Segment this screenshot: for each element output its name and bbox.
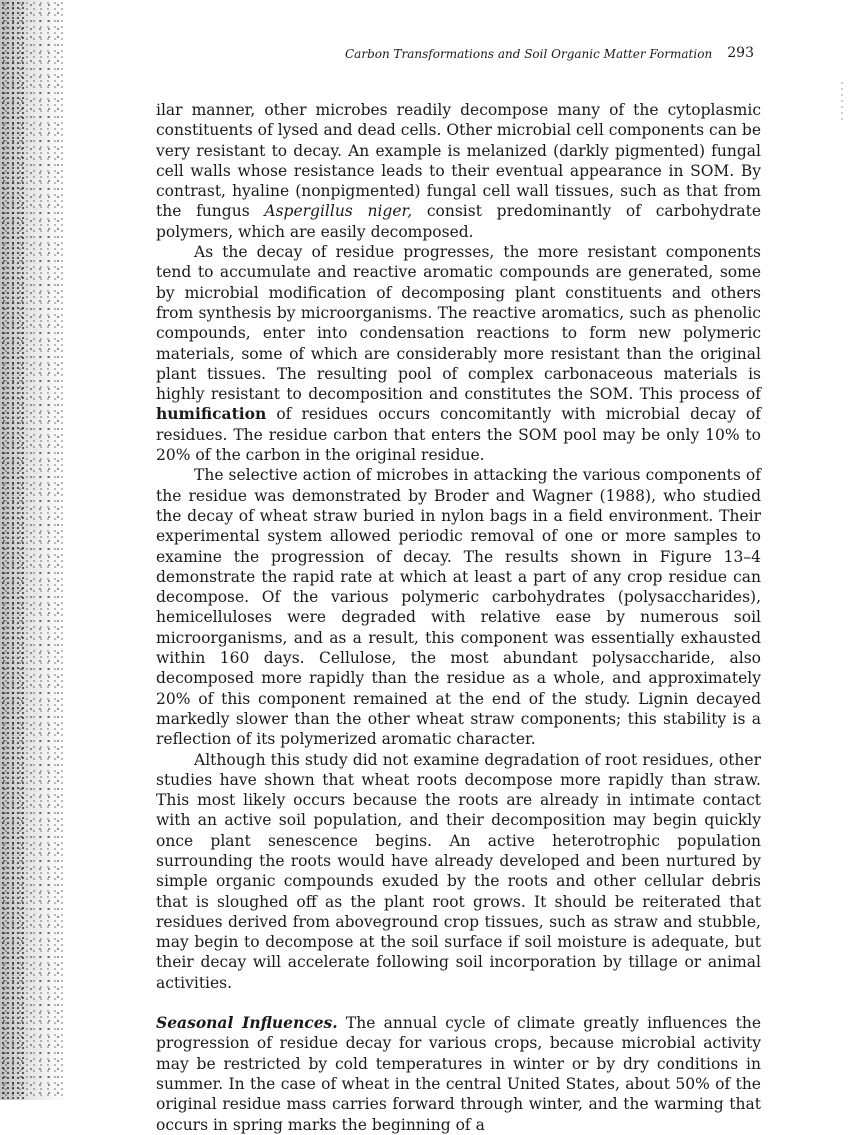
body-text — [156, 100, 761, 1135]
section-heading: Seasonal Influences. — [156, 1013, 338, 1033]
running-title: Carbon Transformations and Soil Organic Matter Formation — [345, 47, 713, 61]
paragraph-4: Although this study did not examine degradation of root residues, other studies have shown that wheat roots decompose more rapidly than straw. This most likely occurs because the roots are already in intimate contact with an active soil population, and their decomposition may begin quickly once plant senescence begins. An active heterotrophic population surrounding the roots would have already developed and been nurtured by simple organic compounds exuded by the roots and other cellular debris that is sloughed off as the plant root grows. It should be reiterated that residues derived from aboveground crop tissues, such as straw and stubble, may begin to decompose at the soil surface if soil moisture is adequate, but their decay will accelerate following soil incorporation by tillage or animal activities. — [156, 750, 761, 992]
paragraph-3: The selective action of microbes in attacking the various components of the residue was demonstrated by Broder and Wagner (1988), who studied the decay of wheat straw buried in nylon bags in a field environment. Their experimental system allowed periodic removal of one or more samples to examine the progression of decay. The results shown in Figure 13–4 demonstrate the rapid rate at which at least a part of any crop residue can decompose. Of the various polymeric carbohydrates (polysaccharides), hemicelluloses were degraded with relative ease by numerous soil microorganisms, and as a result, this component was essentially exhausted within 160 days. Cellulose, the most abundant polysaccharide, also decomposed more rapidly than the residue as a whole, and approximately 20% of this component remained at the end of the study. Lignin decayed markedly slower than the other wheat straw components; this stability is a reflection of its polymerized aromatic character. — [156, 466, 761, 749]
paragraph-1 — [156, 100, 761, 242]
paragraph-2-end: of residues occurs concomitantly with microbial decay of residues. The residue carbon that enters the SOM pool may be only 10% to 20% of the carbon in the original residue. — [156, 405, 761, 465]
paragraph-1-text: ilar manner, other microbes readily decompose many of the cytoplasmic constituents of lysed and dead cells. Other microbial cell components can be very resistant to decay. An example is melanized (darkly pigmented) fungal cell walls whose resistance leads to their eventual appearance in SOM. By contrast, hyaline (nonpigmented) fungal cell wall tissues, such as that from the fungus — [156, 101, 761, 221]
key-term-humification: humification — [156, 404, 267, 424]
paragraph-2-text: As the decay of residue progresses, the more resistant components tend to accumulate and reactive aromatic compounds are generated, some by microbial modification of decomposing plant constituents and others from synthesis by microorganisms. The reactive aromatics, such as phenolic compounds, enter into condensation reactions to form new polymeric materials, some of which are considerably more resistant than the original plant tissues. The resulting pool of complex carbonaceous materials is highly resistant to decomposition and constitutes the SOM. This process of — [156, 243, 761, 404]
running-header — [300, 45, 754, 63]
species-name: Aspergillus niger, — [264, 202, 413, 221]
paragraph-2 — [156, 242, 761, 465]
paragraph-5-text: The annual cycle of climate greatly influences the progression of residue decay for various crops, because microbial activity may be restricted by cold temperatures in winter or by dry conditions in summer. In the case of wheat in the central United States, about 50% of the original residue mass carries forward through winter, and the warming that occurs in spring marks the beginning of a — [156, 1014, 761, 1134]
page-number: 293 — [727, 45, 754, 61]
paragraph-5 — [156, 1013, 761, 1135]
scan-speckle — [841, 80, 843, 120]
paragraph-1-end: consist predominantly of carbohydrate polymers, which are easily decomposed. — [156, 202, 761, 241]
page-binding-edge — [0, 0, 66, 1100]
